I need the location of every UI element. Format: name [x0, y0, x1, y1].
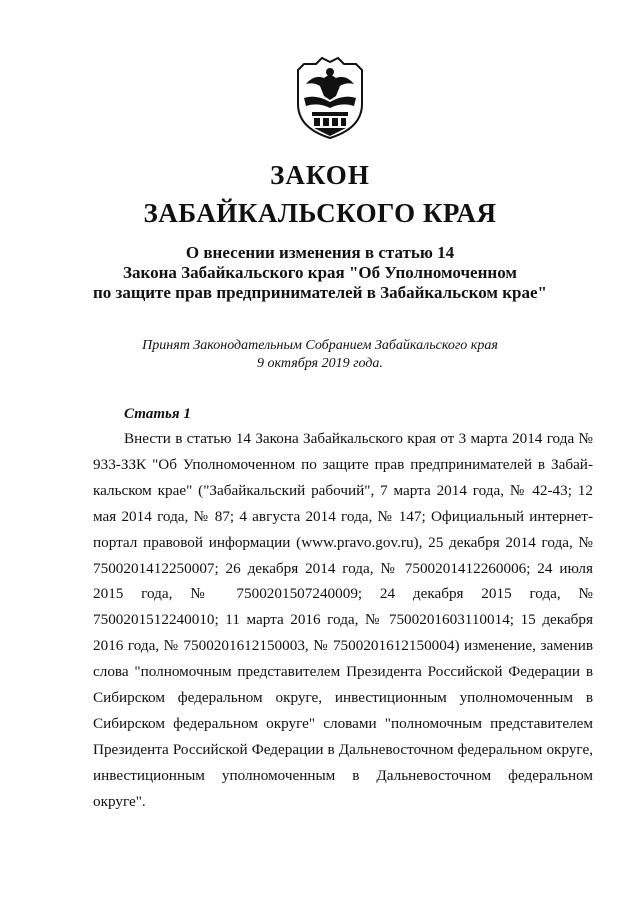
- article-heading: Статья 1: [124, 406, 191, 422]
- document-title-region: ЗАБАЙКАЛЬСКОГО КРАЯ: [143, 198, 497, 228]
- article-text: Внести в статью 14 Закона Забайкальского края от 3 марта 2014 года № 933-ЗЗК "Об Уполномоченном по защите прав предпринимателей в Забайкальском крае" ("Забайкальский рабочий", 7 марта 2014 года, № 42-43; 12 мая 2014 года, № 87; 4 августа 2014 года, № 147; Официальный интернет-портал правовой информации (www.pravo.gov.ru), 25 декабря 2014 года, № 7500201412250007; 26 декабря 2014 года, № 7500201412260006; 24 июля 2015 года, № 7500201507240009; 24 декабря 2015 года, № 7500201512240010; 11 марта 2016 года, № 7500201603110014; 15 декабря 2016 года, № 7500201612150003, № 7500201612150004) изменение, заменив слова "полномочным представителем Президента Российской Федерации в Сибирском федеральном округе, инвестиционным уполномоченным в Сибирском федеральном округе" словами "полномочным представителем Президента Российской Федерации в Дальневосточном федеральном округе, инвестиционным уполномоченным в Дальневосточном федеральном округе".: [93, 430, 593, 810]
- document-title: ЗАКОН: [270, 160, 370, 190]
- coat-of-arms-icon: [296, 56, 364, 140]
- subtitle-line: О внесении изменения в статью 14: [185, 243, 455, 262]
- adoption-note: Принят Законодательным Собранием Забайкальского края: [142, 338, 498, 353]
- subtitle-line: по защите прав предпринимателей в Забайкальском крае": [93, 283, 547, 302]
- subtitle-line: Закона Забайкальского края "Об Уполномоченном: [123, 263, 517, 282]
- adoption-date: 9 октября 2019 года.: [257, 356, 383, 371]
